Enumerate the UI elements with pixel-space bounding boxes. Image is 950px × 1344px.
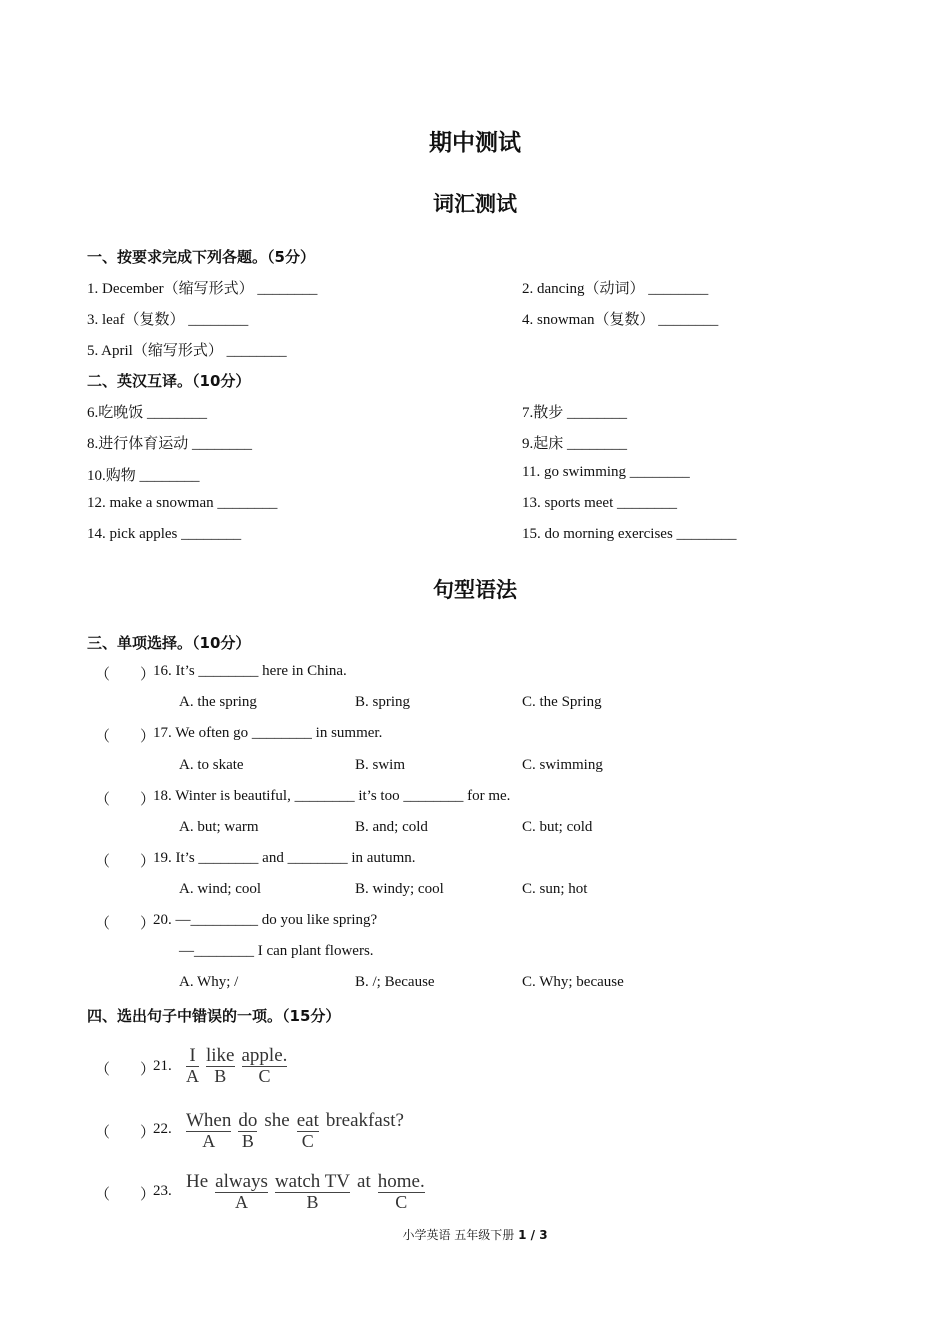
question-15: 15. do morning exercises ________ [522,526,737,542]
question-11: 11. go swimming ________ [522,464,690,480]
page-title: 期中测试 [429,130,521,156]
option-a [215,1172,268,1211]
segment-text: at [357,1171,371,1192]
segment-letter: A [202,1131,216,1151]
segment-letter: A [186,1066,199,1086]
option-c: C. but; cold [522,819,593,835]
segment-text: breakfast? [325,1110,404,1131]
segment-text: He [186,1171,209,1192]
question-5: 5. April（缩写形式） ________ [87,343,287,359]
question-21: 21. [153,1058,172,1074]
question-19: 19. It’s ________ and ________ in autumn. [153,850,416,866]
question-17: 17. We often go ________ in summer. [153,725,383,741]
segment-text: like [206,1045,235,1066]
answer-paren[interactable]: （ ） [95,792,156,808]
sentence-word [264,1111,289,1149]
segment-letter [357,1192,371,1210]
option-a: A. to skate [179,757,244,773]
option-b: B. spring [355,694,411,710]
question-3: 3. leaf（复数） ________ [87,312,249,328]
segment-letter [326,1131,404,1149]
option-b [275,1172,350,1211]
option-a: A. but; warm [179,819,259,835]
question-1: 1. December（缩写形式） ________ [87,281,318,297]
question-23: 23. [153,1183,172,1199]
segment-letter [186,1192,208,1210]
grammar-heading: 句型语法 [433,578,517,602]
question-10: 10.购物 ________ [87,468,200,484]
answer-paren[interactable]: （ ） [95,1125,156,1141]
answer-paren[interactable]: （ ） [95,854,156,870]
error-sentence-23 [186,1172,432,1211]
question-16: 16. It’s ________ here in China. [153,663,347,679]
answer-paren[interactable]: （ ） [95,916,156,932]
segment-text: she [264,1110,290,1131]
question-13: 13. sports meet ________ [522,495,677,511]
page-number: 1 / 3 [518,1228,548,1242]
option-c [242,1046,288,1085]
segment-text: When [186,1110,232,1131]
question-9: 9.起床 ________ [522,436,628,452]
question-6: 6.吃晚饭 ________ [87,405,208,421]
option-b: B. and; cold [355,819,428,835]
segment-text: I [186,1046,199,1067]
question-14: 14. pick apples ________ [87,526,242,542]
segment-letter: B [241,1131,254,1151]
segment-letter [264,1131,289,1149]
option-c: C. the Spring [522,694,602,710]
question-12: 12. make a snowman ________ [87,495,278,511]
page-footer [0,1226,950,1243]
segment-text: eat [296,1110,319,1131]
option-c: C. sun; hot [522,881,588,897]
question-7: 7.散步 ________ [522,405,628,421]
option-a: A. wind; cool [179,881,262,897]
segment-text: apple. [241,1045,288,1066]
segment-letter: B [214,1066,227,1086]
question-20: 20. —_________ do you like spring? [153,912,378,928]
segment-letter: B [306,1192,319,1212]
option-a [186,1111,231,1150]
vocab-heading: 词汇测试 [433,192,517,216]
segment-text: do [238,1110,258,1131]
question-2: 2. dancing（动词） ________ [522,281,709,297]
option-b: B. swim [355,757,406,773]
answer-paren[interactable]: （ ） [95,667,156,683]
option-a: A. the spring [179,694,257,710]
segment-text: always [215,1171,268,1192]
option-c: C. Why; because [522,974,624,990]
option-c [297,1111,319,1150]
section4-heading: 四、选出句子中错误的一项。（15分） [87,1007,341,1025]
answer-paren[interactable]: （ ） [95,729,156,745]
question-22: 22. [153,1121,172,1137]
question-18: 18. Winter is beautiful, ________ it’s too ________ for me. [153,788,511,804]
error-sentence-22 [186,1111,411,1150]
segment-text: home. [377,1171,425,1192]
section1-heading: 一、按要求完成下列各题。（5分） [87,248,315,266]
sentence-word [326,1111,404,1149]
error-sentence-21 [186,1046,294,1085]
section3-heading: 三、单项选择。（10分） [87,634,251,652]
option-b [206,1046,235,1085]
option-a: A. Why; / [179,974,239,990]
question-8: 8.进行体育运动 ________ [87,436,253,452]
segment-letter: C [258,1066,271,1086]
sentence-word [186,1172,208,1210]
segment-text: watch TV [274,1171,351,1192]
segment-letter: C [301,1131,314,1151]
section2-heading: 二、英汉互译。（10分） [87,372,251,390]
sentence-word [357,1172,371,1210]
option-c: C. swimming [522,757,603,773]
option-b: B. windy; cool [355,881,444,897]
question-4: 4. snowman（复数） ________ [522,312,719,328]
answer-paren[interactable]: （ ） [95,1187,156,1203]
option-b: B. /; Because [355,974,435,990]
segment-letter: C [395,1192,408,1212]
segment-letter: A [235,1192,249,1212]
answer-paren[interactable]: （ ） [95,1062,156,1078]
option-b [238,1111,257,1150]
option-c [378,1172,425,1211]
question-20-reply: —________ I can plant flowers. [179,943,374,959]
option-a [186,1046,199,1085]
footer-text: 小学英语 五年级下册 [402,1228,515,1242]
